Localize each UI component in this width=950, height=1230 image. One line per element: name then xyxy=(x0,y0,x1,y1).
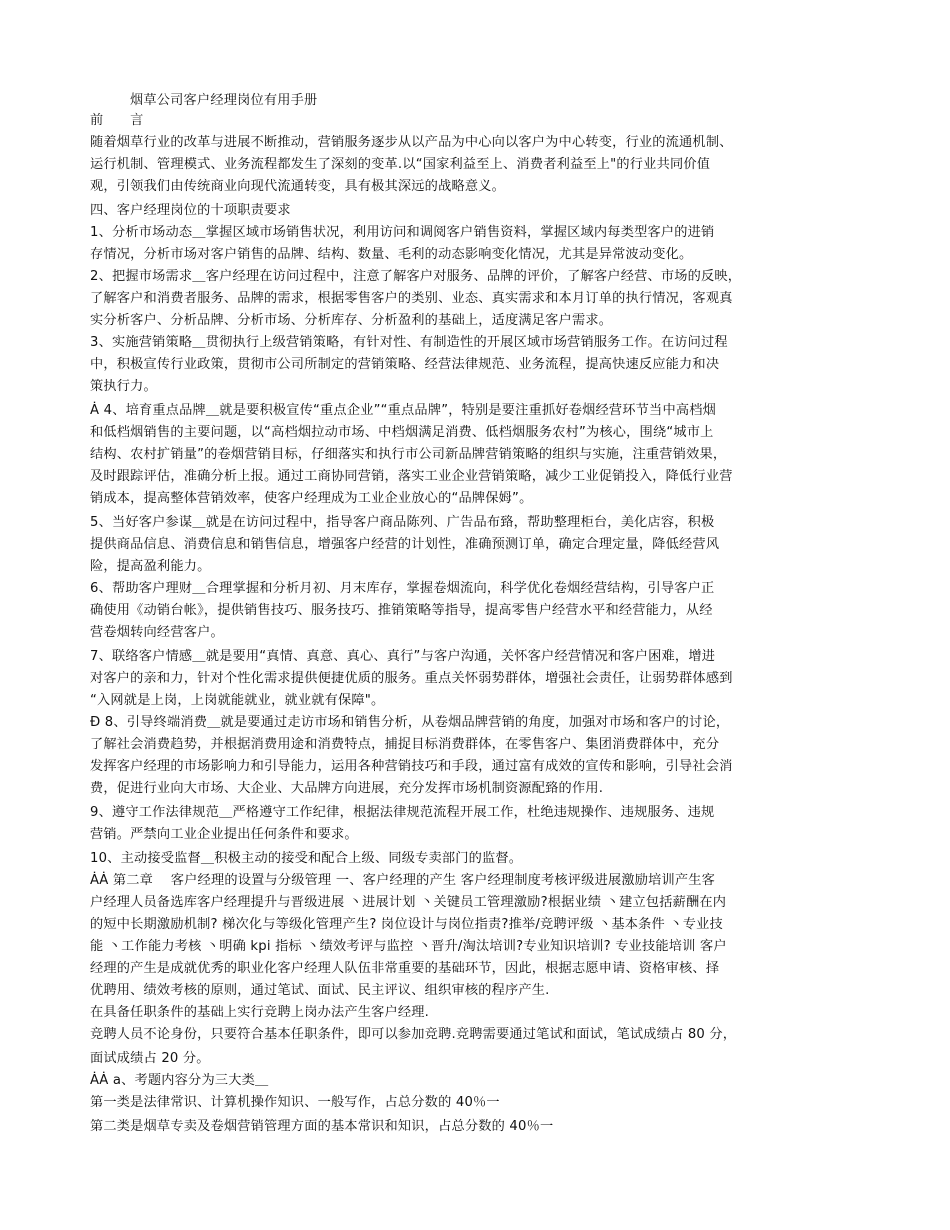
text-line: 竞聘人员不论身份，只要符合基本任职条件，即可以参加竞聘.竞聘需要通过笔试和面试，笔试成绩占 80 分， xyxy=(90,1027,737,1042)
text-line: 面试成绩占 20 分。 xyxy=(90,1051,210,1066)
text-line: Ȧ 4、培育重点品牌＿就是要积极宣传“重点企业”“重点品牌”，特别是要注重抓好卷烟经营环节当中高档烟 xyxy=(90,403,716,418)
text-line: 结构、农村扩销量”的卷烟营销目标，仔细落实和执行市公司新品牌营销策略的组织与实施，注重营销效果， xyxy=(90,447,727,462)
text-line: 对客户的亲和力，针对个性化需求提供便捷优质的服务。重点关怀弱势群体，增强社会责任，让弱势群体感到 xyxy=(90,671,733,686)
text-line: 第一类是法律常识、计算机操作知识、一般写作，占总分数的 40％一 xyxy=(90,1095,500,1110)
text-line: 第二类是烟草专卖及卷烟营销管理方面的基本常识和知识，占总分数的 40％一 xyxy=(90,1119,554,1134)
text-line: 实分析客户、分析品牌、分析市场、分析库存、分析盈利的基础上，适度满足客户需求。 xyxy=(90,313,613,328)
text-line: 7、联络客户情感＿就是要用“真情、真意、真心、真行”与客户沟通，关怀客户经营情况和客户困难，增进 xyxy=(90,649,716,664)
text-line: 3、实施营销策略＿贯彻执行上级营销策略，有针对性、有制造性的开展区域市场营销服务工作。在访问过程 xyxy=(90,335,728,350)
text-line: 9、遵守工作法律规范＿严格遵守工作纪律，根据法律规范流程开展工作，杜绝违规操作、违规服务、违规 xyxy=(90,805,715,820)
text-line: 了解客户和消费者服务、品牌的需求，根据零售客户的类别、业态、真实需求和本月订单的执行情况，客观真 xyxy=(90,291,733,306)
text-line: 存情况，分析市场对客户销售的品牌、结构、数量、毛利的动态影响变化情况，尤其是异常波动变化。 xyxy=(90,247,693,262)
document-title: 烟草公司客户经理岗位有用手册 xyxy=(130,93,318,108)
text-line: 发挥客户经理的市场影响力和引导能力，运用各种营销技巧和手段，通过富有成效的宣传和影响，引导社会消 xyxy=(90,759,733,774)
text-line: 优聘用、绩效考核的原则，通过笔试、面试、民主评议、组织审核的程序产生. xyxy=(90,983,550,998)
text-line: ȦȦ 第二章 客户经理的设置与分级管理 一、客户经理的产生 客户经理制度考核评级进展激励培训产生客 xyxy=(90,873,716,888)
text-line: 2、把握市场需求＿客户经理在访问过程中，注意了解客户对服务、品牌的评价，了解客户经营、市场的反映， xyxy=(90,269,742,284)
text-line: 费，促进行业向大市场、大企业、大品牌方向进展，充分发挥市场机制资源配臵的作用. xyxy=(90,781,604,796)
text-line: 营卷烟转向经营客户。 xyxy=(90,625,224,640)
text-line: 策执行力。 xyxy=(90,379,157,394)
text-line: 10、主动接受监督＿积极主动的接受和配合上级、同级专卖部门的监督。 xyxy=(90,851,523,866)
text-line: 观，引领我们由传统商业向现代流通转变，具有极其深远的战略意义。 xyxy=(90,179,506,194)
text-line: 和低档烟销售的主要问题，以“高档烟拉动市场、中档烟满足消费、低档烟服务农村”为核心，围绕“城市上 xyxy=(90,425,714,440)
text-line: 运行机制、管理模式、业务流程都发生了深刻的变革.以“国家利益至上、消费者利益至上"的行业共同价值 xyxy=(90,157,711,172)
text-line: ȦȦ a、考题内容分为三大类＿ xyxy=(90,1073,269,1088)
text-line: 1、分析市场动态＿掌握区域市场销售状况，利用访问和调阅客户销售资料，掌握区域内每类型客户的进销 xyxy=(90,225,715,240)
text-line: 6、帮助客户理财＿合理掌握和分析月初、月末库存，掌握卷烟流向，科学优化卷烟经营结构，引导客户正 xyxy=(90,581,715,596)
text-line: 营销。严禁向工业企业提出任何条件和要求。 xyxy=(90,827,358,842)
text-line: 提供商品信息、消费信息和销售信息，增强客户经营的计划性，准确预测订单，确定合理定量，降低经营风 xyxy=(90,537,720,552)
text-line: 户经理人员备选库客户经理提升与晋级进展 丶进展计划 丶关键员工管理激励?根据业绩 丶建立包括薪酬在内 xyxy=(90,895,727,910)
text-line: 前 言 xyxy=(90,113,144,128)
text-line: 5、当好客户参谋＿就是在访问过程中，指导客户商品陈列、广告品布臵，帮助整理柜台，美化店容，积极 xyxy=(90,515,715,530)
text-line: Ð 8、引导终端消费＿就是要通过走访市场和销售分析，从卷烟品牌营销的角度，加强对市场和客户的讨论， xyxy=(90,715,730,730)
text-line: 销成本，提高整体营销效率，使客户经理成为工业企业放心的“品牌保姆”。 xyxy=(90,491,533,506)
text-line: “入网就是上岗，上岗就能就业，就业就有保障"。 xyxy=(90,693,385,708)
text-line: 中，积极宣传行业政策，贯彻市公司所制定的营销策略、经营法律规范、业务流程，提高快速反应能力和决 xyxy=(90,357,720,372)
text-line: 能 丶工作能力考核 丶明确 kpi 指标 丶绩效考评与监控 丶晋升/淘汰培训?专业知识培训? 专业技能培训 客户 xyxy=(90,939,727,954)
text-line: 在具备任职条件的基础上实行竞聘上岗办法产生客户经理. xyxy=(90,1005,430,1020)
text-line: 及时跟踪评估，准确分析上报。通过工商协同营销，落实工业企业营销策略，减少工业促销投入，降低行业营 xyxy=(90,469,733,484)
text-line: 险，提高盈利能力。 xyxy=(90,559,211,574)
text-line: 四、客户经理岗位的十项职责要求 xyxy=(90,203,291,218)
text-line: 了解社会消费趋势，并根据消费用途和消费特点，捕捉目标消费群体，在零售客户、集团消费群体中，充分 xyxy=(90,737,720,752)
text-line: 经理的产生是成就优秀的职业化客户经理人队伍非常重要的基础环节，因此，根据志愿申请、资格审核、择 xyxy=(90,961,720,976)
text-line: 确使用《动销台帐》，提供销售技巧、服务技巧、推销策略等指导，提高零售户经营水平和经营能力，从经 xyxy=(90,603,713,618)
text-line: 随着烟草行业的改革与进展不断推动，营销服务逐步从以产品为中心向以客户为中心转变，行业的流通机制、 xyxy=(90,135,733,150)
text-line: 的短中长期激励机制? 梯次化与等级化管理产生? 岗位设计与岗位指责?推举/竞聘评级 丶基本条件 丶专业技 xyxy=(90,917,723,932)
